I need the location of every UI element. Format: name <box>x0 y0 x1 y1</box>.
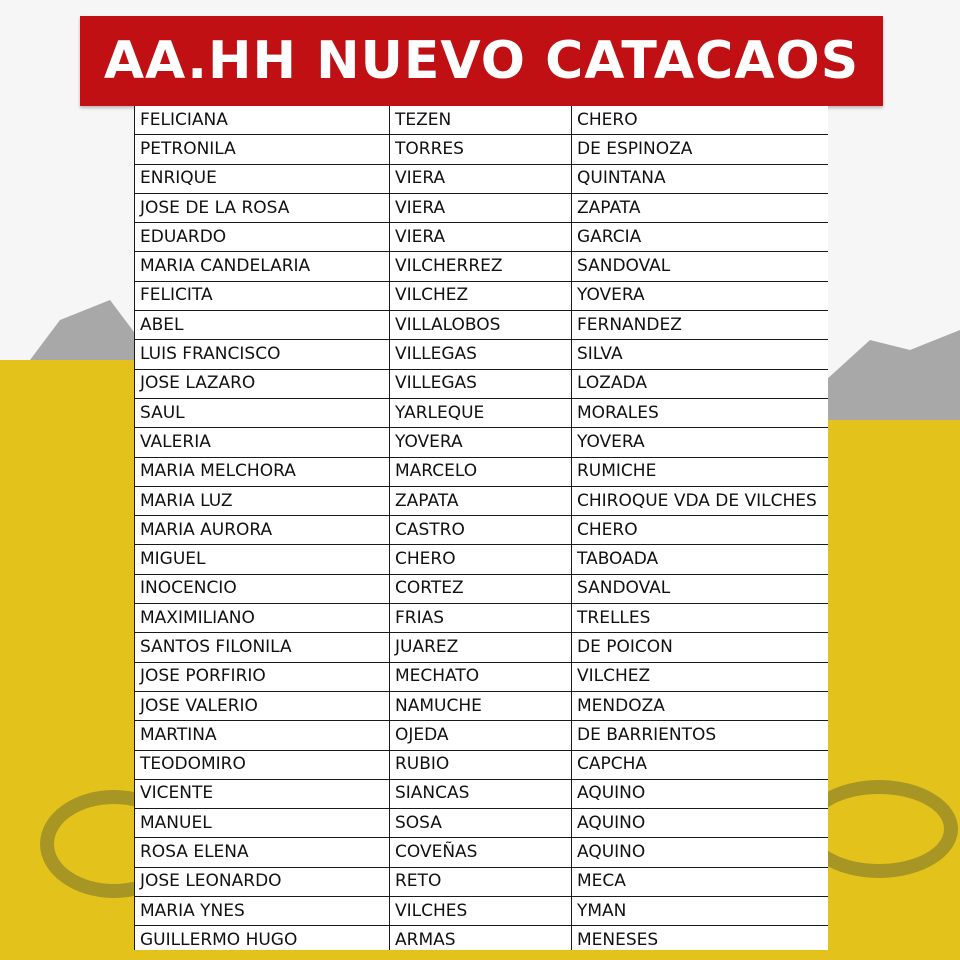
paternal-surname-cell: TORRES <box>390 135 572 164</box>
paternal-surname-cell: VIERA <box>390 193 572 222</box>
paternal-surname-cell: NAMUCHE <box>390 691 572 720</box>
first-name-cell: MANUEL <box>135 809 390 838</box>
first-name-cell: JOSE VALERIO <box>135 691 390 720</box>
paternal-surname-cell: MECHATO <box>390 662 572 691</box>
maternal-surname-cell: FERNANDEZ <box>572 311 829 340</box>
maternal-surname-cell: TRELLES <box>572 604 829 633</box>
maternal-surname-cell: DE BARRIENTOS <box>572 721 829 750</box>
first-name-cell: ENRIQUE <box>135 164 390 193</box>
paternal-surname-cell: MARCELO <box>390 457 572 486</box>
paternal-surname-cell: ZAPATA <box>390 486 572 515</box>
table-row <box>135 252 829 281</box>
first-name-cell: MARIA CANDELARIA <box>135 252 390 281</box>
maternal-surname-cell: VILCHEZ <box>572 662 829 691</box>
first-name-cell: MARIA AURORA <box>135 516 390 545</box>
paternal-surname-cell: VILLALOBOS <box>390 311 572 340</box>
table-row <box>135 428 829 457</box>
maternal-surname-cell: DE ESPINOZA <box>572 135 829 164</box>
first-name-cell: GUILLERMO HUGO <box>135 926 390 950</box>
maternal-surname-cell: SILVA <box>572 340 829 369</box>
maternal-surname-cell: ZAPATA <box>572 193 829 222</box>
table-row <box>135 369 829 398</box>
first-name-cell: ABEL <box>135 311 390 340</box>
table-row <box>135 223 829 252</box>
title-banner <box>80 16 883 106</box>
first-name-cell: VICENTE <box>135 779 390 808</box>
table-row <box>135 106 829 135</box>
table-row <box>135 574 829 603</box>
table-row <box>135 750 829 779</box>
table-row <box>135 486 829 515</box>
first-name-cell: SAUL <box>135 398 390 427</box>
table-row <box>135 457 829 486</box>
maternal-surname-cell: CHERO <box>572 516 829 545</box>
first-name-cell: MARTINA <box>135 721 390 750</box>
table-row <box>135 135 829 164</box>
maternal-surname-cell: YOVERA <box>572 428 829 457</box>
first-name-cell: LUIS FRANCISCO <box>135 340 390 369</box>
first-name-cell: SANTOS FILONILA <box>135 633 390 662</box>
maternal-surname-cell: TABOADA <box>572 545 829 574</box>
maternal-surname-cell: YOVERA <box>572 281 829 310</box>
table-row <box>135 340 829 369</box>
paternal-surname-cell: VILCHEZ <box>390 281 572 310</box>
first-name-cell: MIGUEL <box>135 545 390 574</box>
table-row <box>135 662 829 691</box>
table-row <box>135 604 829 633</box>
first-name-cell: MARIA YNES <box>135 897 390 926</box>
background-yellow-right <box>826 420 960 960</box>
paternal-surname-cell: FRIAS <box>390 604 572 633</box>
maternal-surname-cell: MORALES <box>572 398 829 427</box>
paternal-surname-cell: CHERO <box>390 545 572 574</box>
first-name-cell: MAXIMILIANO <box>135 604 390 633</box>
maternal-surname-cell: SANDOVAL <box>572 574 829 603</box>
maternal-surname-cell: RUMICHE <box>572 457 829 486</box>
table-row <box>135 809 829 838</box>
paternal-surname-cell: JUAREZ <box>390 633 572 662</box>
paternal-surname-cell: SIANCAS <box>390 779 572 808</box>
paternal-surname-cell: VIERA <box>390 223 572 252</box>
table-row <box>135 897 829 926</box>
paternal-surname-cell: VILLEGAS <box>390 340 572 369</box>
table-row <box>135 164 829 193</box>
paternal-surname-cell: TEZEN <box>390 106 572 135</box>
paternal-surname-cell: OJEDA <box>390 721 572 750</box>
maternal-surname-cell: SANDOVAL <box>572 252 829 281</box>
maternal-surname-cell: CAPCHA <box>572 750 829 779</box>
table-row <box>135 691 829 720</box>
table-row <box>135 633 829 662</box>
table-row <box>135 721 829 750</box>
paternal-surname-cell: CASTRO <box>390 516 572 545</box>
first-name-cell: MARIA MELCHORA <box>135 457 390 486</box>
paternal-surname-cell: YOVERA <box>390 428 572 457</box>
table-row <box>135 516 829 545</box>
maternal-surname-cell: AQUINO <box>572 809 829 838</box>
names-table <box>134 106 828 950</box>
maternal-surname-cell: YMAN <box>572 897 829 926</box>
names-table-body <box>135 106 829 950</box>
maternal-surname-cell: AQUINO <box>572 838 829 867</box>
first-name-cell: INOCENCIO <box>135 574 390 603</box>
table-row <box>135 193 829 222</box>
first-name-cell: FELICIANA <box>135 106 390 135</box>
first-name-cell: JOSE PORFIRIO <box>135 662 390 691</box>
first-name-cell: ROSA ELENA <box>135 838 390 867</box>
paternal-surname-cell: VILCHES <box>390 897 572 926</box>
first-name-cell: MARIA LUZ <box>135 486 390 515</box>
table-row <box>135 311 829 340</box>
maternal-surname-cell: GARCIA <box>572 223 829 252</box>
maternal-surname-cell: MENDOZA <box>572 691 829 720</box>
first-name-cell: JOSE LEONARDO <box>135 867 390 896</box>
maternal-surname-cell: MECA <box>572 867 829 896</box>
first-name-cell: JOSE DE LA ROSA <box>135 193 390 222</box>
paternal-surname-cell: YARLEQUE <box>390 398 572 427</box>
table-row <box>135 398 829 427</box>
paternal-surname-cell: SOSA <box>390 809 572 838</box>
maternal-surname-cell: AQUINO <box>572 779 829 808</box>
maternal-surname-cell: MENESES <box>572 926 829 950</box>
first-name-cell: TEODOMIRO <box>135 750 390 779</box>
paternal-surname-cell: CORTEZ <box>390 574 572 603</box>
maternal-surname-cell: LOZADA <box>572 369 829 398</box>
paternal-surname-cell: RETO <box>390 867 572 896</box>
first-name-cell: VALERIA <box>135 428 390 457</box>
page-title: AA.HH NUEVO CATACAOS <box>103 31 860 91</box>
table-row <box>135 779 829 808</box>
paternal-surname-cell: VIERA <box>390 164 572 193</box>
maternal-surname-cell: CHIROQUE VDA DE VILCHES <box>572 486 829 515</box>
first-name-cell: FELICITA <box>135 281 390 310</box>
maternal-surname-cell: DE POICON <box>572 633 829 662</box>
table-row <box>135 838 829 867</box>
table-row <box>135 545 829 574</box>
table-row <box>135 867 829 896</box>
first-name-cell: PETRONILA <box>135 135 390 164</box>
paternal-surname-cell: VILCHERREZ <box>390 252 572 281</box>
maternal-surname-cell: QUINTANA <box>572 164 829 193</box>
paternal-surname-cell: ARMAS <box>390 926 572 950</box>
paternal-surname-cell: RUBIO <box>390 750 572 779</box>
paternal-surname-cell: VILLEGAS <box>390 369 572 398</box>
paternal-surname-cell: COVEÑAS <box>390 838 572 867</box>
first-name-cell: EDUARDO <box>135 223 390 252</box>
table-row <box>135 926 829 950</box>
maternal-surname-cell: CHERO <box>572 106 829 135</box>
first-name-cell: JOSE LAZARO <box>135 369 390 398</box>
names-table-container <box>134 106 828 950</box>
table-row <box>135 281 829 310</box>
